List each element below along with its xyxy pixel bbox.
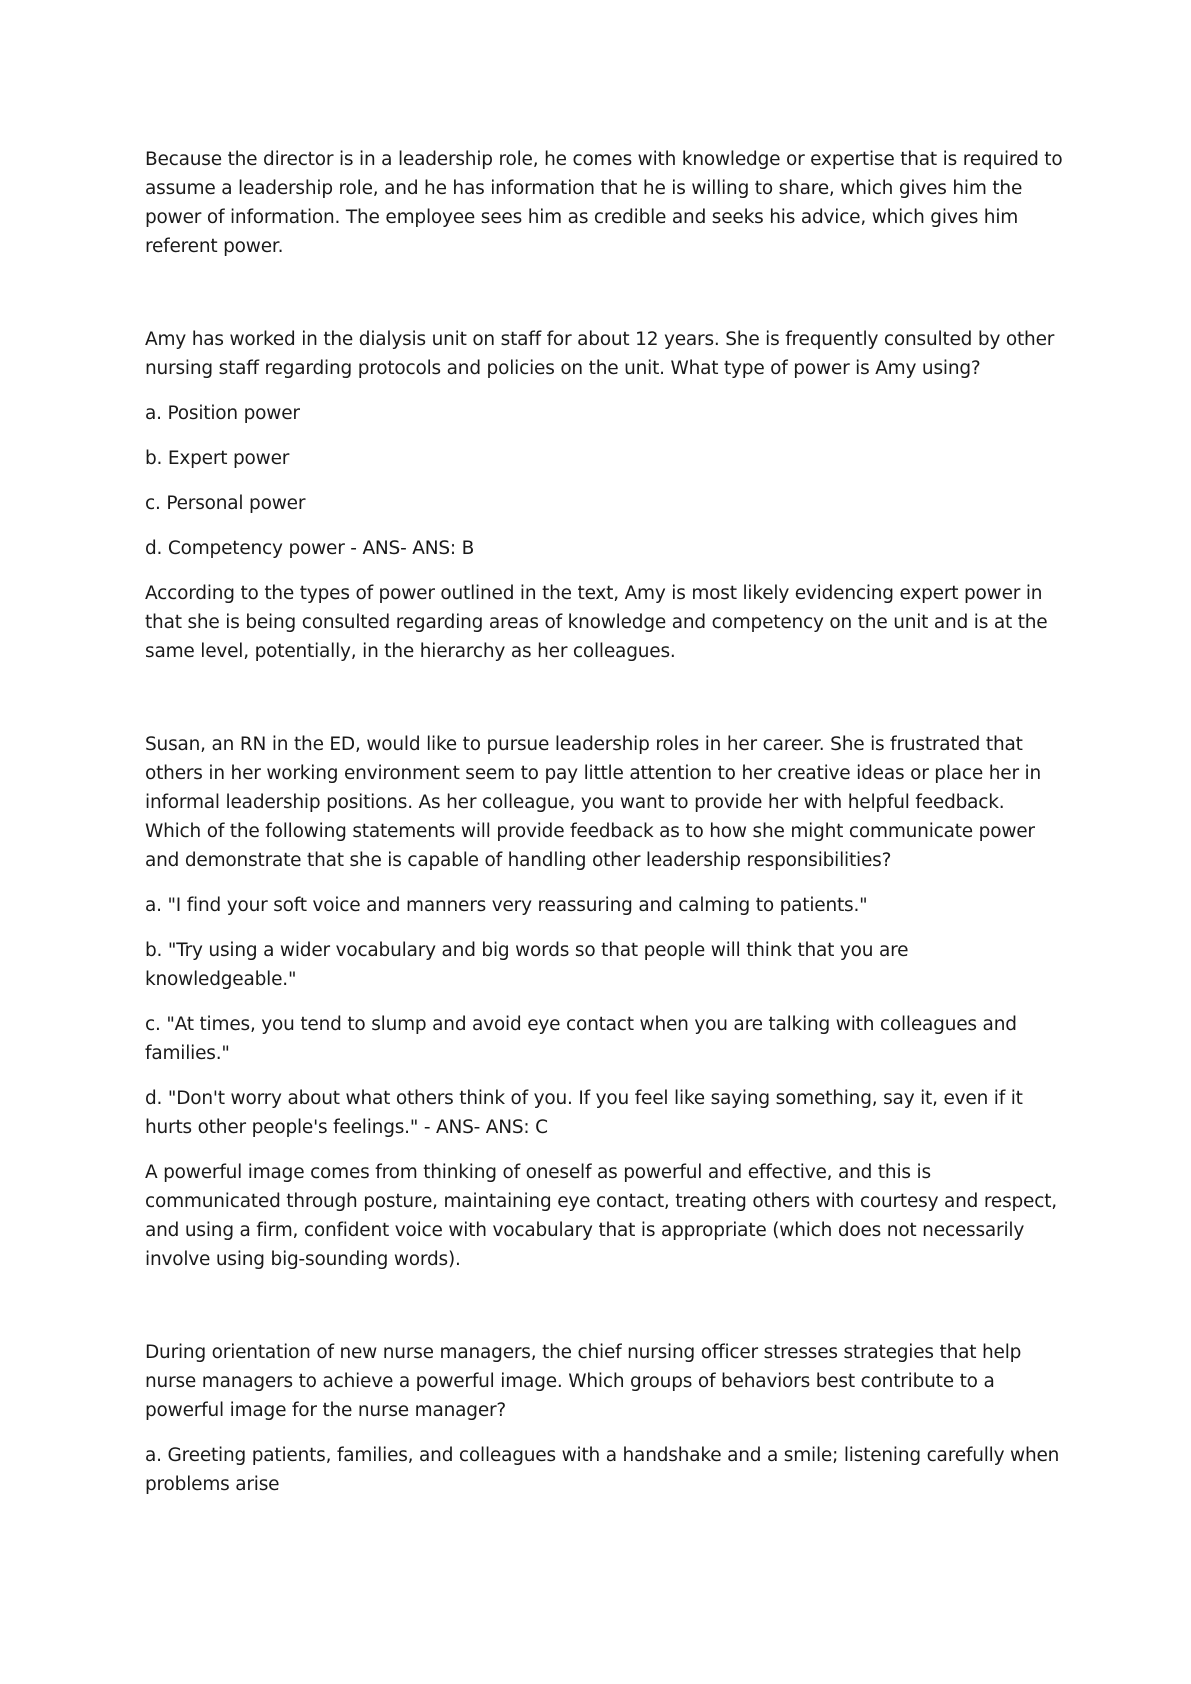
question-separator xyxy=(145,277,1065,325)
rationale-powerful-image: A powerful image comes from thinking of oneself as powerful and effective, and this is communicated through posture, maintaining eye contact, treating others with courtesy and respect, and using a firm, confident voice with vocabulary that is appropriate (which does not necessarily involve using big-sounding words). xyxy=(145,1162,1057,1270)
option-a: a. Position power xyxy=(145,403,300,424)
option-d-answer: d. "Don't worry about what others think of you. If you feel like saying something, say it, even if it hurts other people's feelings." - ANS- ANS: C xyxy=(145,1088,1023,1138)
document-page xyxy=(145,145,1065,1515)
option-d-answer: d. Competency power - ANS- ANS: B xyxy=(145,538,475,559)
option-a: a. "I find your soft voice and manners very reassuring and calming to patients." xyxy=(145,895,868,916)
rationale-director-power: Because the director is in a leadership role, he comes with knowledge or expertise that is required to assume a leadership role, and he has information that he is willing to share, which gives him the power of information. The employee sees him as credible and seeks his advice, which gives him referent power. xyxy=(145,149,1063,257)
question-orientation-image: During orientation of new nurse managers, the chief nursing officer stresses strategies that help nurse managers to achieve a powerful image. Which groups of behaviors best contribute to a powerful image for the nurse manager? xyxy=(145,1342,1022,1421)
question-susan-feedback: Susan, an RN in the ED, would like to pursue leadership roles in her career. She is frustrated that others in her working environment seem to pay little attention to her creative ideas or place her in informal leadership positions. As her colleague, you want to provide her with helpful feedback. Which of the following statements will provide feedback as to how she might communicate power and demonstrate that she is capable of handling other leadership responsibilities? xyxy=(145,734,1042,871)
option-a: a. Greeting patients, families, and colleagues with a handshake and a smile; listening carefully when problems arise xyxy=(145,1445,1060,1495)
question-separator xyxy=(145,1290,1065,1338)
question-separator xyxy=(145,682,1065,730)
option-c: c. "At times, you tend to slump and avoid eye contact when you are talking with colleagues and families." xyxy=(145,1014,1017,1064)
question-amy-power: Amy has worked in the dialysis unit on staff for about 12 years. She is frequently consulted by other nursing staff regarding protocols and policies on the unit. What type of power is Amy using? xyxy=(145,329,1055,379)
rationale-amy-power: According to the types of power outlined in the text, Amy is most likely evidencing expert power in that she is being consulted regarding areas of knowledge and competency on the unit and is at the same level, potentially, in the hierarchy as her colleagues. xyxy=(145,583,1048,662)
option-c: c. Personal power xyxy=(145,493,306,514)
option-b: b. Expert power xyxy=(145,448,290,469)
option-b: b. "Try using a wider vocabulary and big words so that people will think that you are knowledgeable." xyxy=(145,940,909,990)
